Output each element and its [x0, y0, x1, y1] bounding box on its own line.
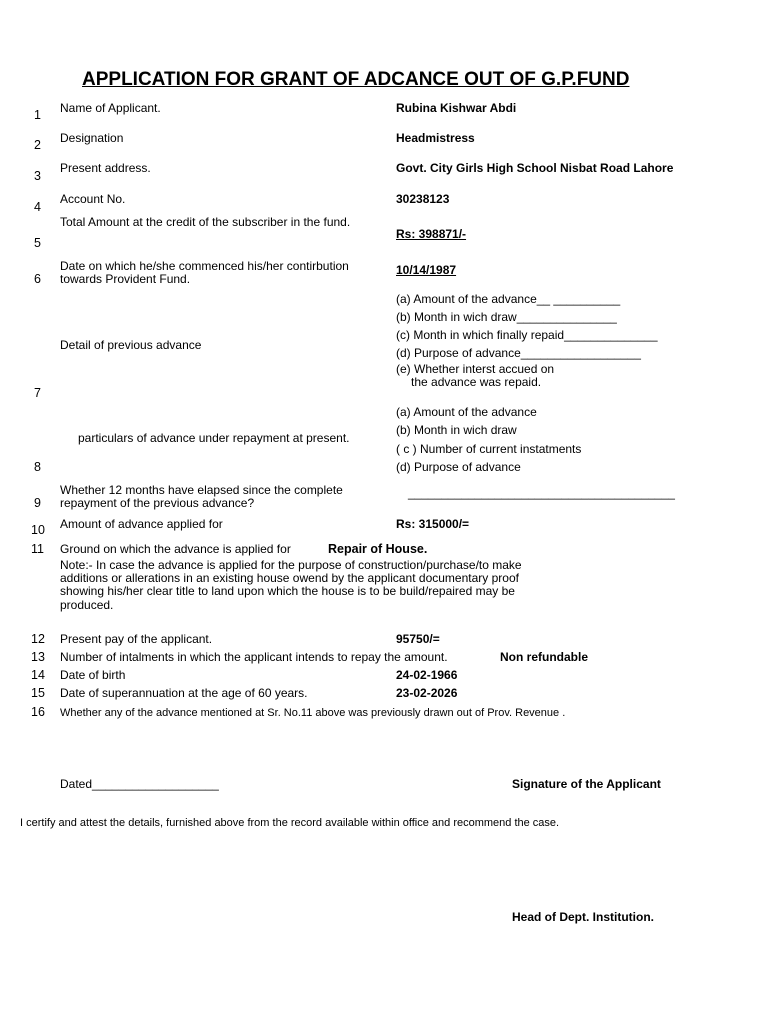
certification-text: I certify and attest the details, furnished above from the record available within office and recommend the case.: [20, 817, 560, 829]
applicant-name: Rubina Kishwar Abdi: [396, 101, 517, 115]
row-number: 5: [34, 236, 41, 250]
present-pay-value: 95750/=: [396, 632, 440, 646]
row-number: 13: [31, 650, 45, 664]
row-label: Amount of advance applied for: [60, 517, 223, 531]
designation-value: Headmistress: [396, 131, 475, 145]
row-label: Date of birth: [60, 668, 126, 682]
note-line: additions or allerations in an existing house owend by the applicant documentary proof: [60, 571, 519, 585]
row-label-line: Whether 12 months have elapsed since the complete: [60, 483, 343, 497]
row-number: 11: [31, 542, 44, 556]
current-advance-item: (a) Amount of the advance: [396, 405, 537, 419]
row-label: Date of superannuation at the age of 60 years.: [60, 686, 308, 700]
row-label: Ground on which the advance is applied for: [60, 542, 291, 556]
row-number: 1: [34, 108, 41, 122]
row-label-line: Date on which he/she commenced his/her contirbution: [60, 259, 349, 273]
row-number: 10: [31, 523, 45, 537]
row-label: Whether any of the advance mentioned at Sr. No.11 above was previously drawn out of Prov. Revenue .: [60, 707, 566, 719]
row-number: 9: [34, 496, 41, 510]
row-number: 6: [34, 272, 41, 286]
previous-advance-item: the advance was repaid.: [411, 375, 542, 389]
row-number: 15: [31, 686, 45, 700]
previous-advance-item: (a) Amount of the advance__ __________: [396, 292, 621, 306]
previous-advance-item: (e) Whether interst accued on: [396, 362, 555, 376]
page-title: APPLICATION FOR GRANT OF ADCANCE OUT OF G.P.FUND: [82, 69, 630, 90]
row-number: 7: [34, 386, 41, 400]
row-number: 14: [31, 668, 45, 682]
current-advance-item: (b) Month in wich draw: [396, 423, 517, 437]
row-label: Detail of previous advance: [60, 338, 202, 352]
row-number: 12: [31, 632, 45, 646]
note-line: produced.: [60, 598, 114, 612]
total-amount-value: Rs: 398871/-: [396, 227, 467, 241]
previous-advance-item: (d) Purpose of advance__________________: [396, 346, 641, 360]
ground-value: Repair of House.: [328, 542, 428, 556]
head-signature-label: Head of Dept. Institution.: [512, 910, 654, 924]
row-label: Account No.: [60, 192, 126, 206]
account-number-value: 30238123: [396, 192, 450, 206]
previous-advance-item: (b) Month in wich draw_______________: [396, 310, 617, 324]
note-line: showing his/her clear title to land upon which the house is to be build/repaired may be: [60, 584, 515, 598]
current-advance-item: ( c ) Number of current instatments: [396, 442, 582, 456]
row-label-line: repayment of the previous advance?: [60, 496, 255, 510]
row-label: particulars of advance under repayment at present.: [78, 431, 350, 445]
previous-advance-item: (c) Month in which finally repaid______________: [396, 328, 658, 342]
row-label: Designation: [60, 131, 124, 145]
installments-value: Non refundable: [500, 650, 589, 664]
superannuation-date-value: 23-02-2026: [396, 686, 458, 700]
address-value: Govt. City Girls High School Nisbat Road Lahore: [396, 161, 674, 175]
blank-answer-line: ________________________________________: [408, 486, 675, 500]
row-number: 8: [34, 460, 41, 474]
note-line: Note:- In case the advance is applied for the purpose of construction/purchase/to make: [60, 558, 522, 572]
row-label: Present pay of the applicant.: [60, 632, 213, 646]
birth-date-value: 24-02-1966: [396, 668, 458, 682]
current-advance-item: (d) Purpose of advance: [396, 460, 521, 474]
dated-field: Dated___________________: [60, 777, 219, 791]
row-label: Number of intalments in which the applicant intends to repay the amount.: [60, 650, 448, 664]
applicant-signature-label: Signature of the Applicant: [512, 777, 661, 791]
row-label: Total Amount at the credit of the subscriber in the fund.: [60, 215, 351, 229]
row-label: Name of Applicant.: [60, 101, 161, 115]
row-number: 4: [34, 200, 41, 214]
row-number: 2: [34, 138, 41, 152]
applied-amount-value: Rs: 315000/=: [396, 517, 470, 531]
row-number: 16: [31, 705, 45, 719]
row-label: Present address.: [60, 161, 151, 175]
commence-date-value: 10/14/1987: [396, 263, 457, 277]
row-number: 3: [34, 169, 41, 183]
row-label-line: towards Provident Fund.: [60, 272, 191, 286]
